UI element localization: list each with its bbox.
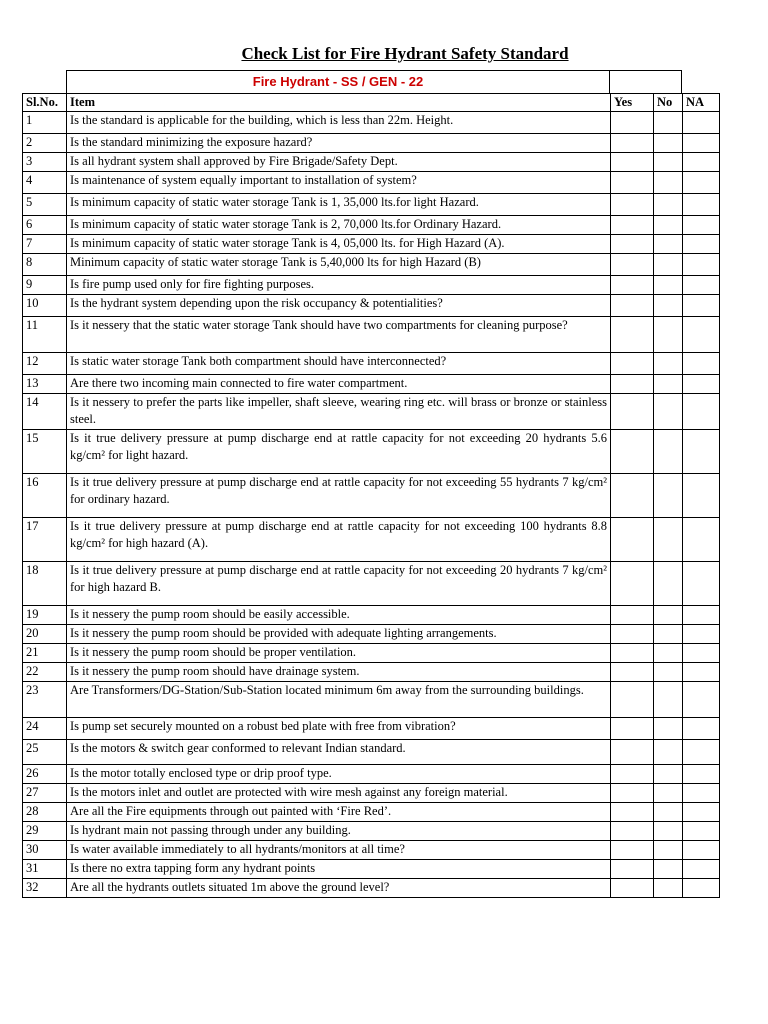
- table-row: [23, 682, 720, 718]
- answer-cell-yes[interactable]: [611, 625, 654, 644]
- answer-cell-no[interactable]: [654, 784, 683, 803]
- row-item: Is all hydrant system shall approved by Fire Brigade/Safety Dept.: [67, 153, 611, 172]
- row-number: 24: [23, 718, 67, 740]
- row-item: Is it nessery the pump room should be provided with adequate lighting arrangements.: [67, 625, 611, 644]
- answer-cell-no[interactable]: [654, 841, 683, 860]
- row-number: 23: [23, 682, 67, 718]
- row-item: Is it nessery the pump room should be easily accessible.: [67, 606, 611, 625]
- header-na: NA: [683, 94, 720, 112]
- row-number: 11: [23, 317, 67, 353]
- answer-cell-na[interactable]: [683, 718, 720, 740]
- row-item: Are there two incoming main connected to fire water compartment.: [67, 375, 611, 394]
- row-item: Is minimum capacity of static water storage Tank is 2, 70,000 lts.for Ordinary Hazard.: [67, 216, 611, 235]
- answer-cell-na[interactable]: [683, 134, 720, 153]
- answer-cell-no[interactable]: [654, 112, 683, 134]
- answer-cell-na[interactable]: [683, 295, 720, 317]
- row-number: 21: [23, 644, 67, 663]
- table-row: [23, 803, 720, 822]
- row-item: Is it true delivery pressure at pump discharge end at rattle capacity for not exceeding 20 hydrants 7 kg/cm² for high hazard B.: [67, 562, 611, 606]
- row-item: Is the hydrant system depending upon the risk occupancy & potentialities?: [67, 295, 611, 317]
- answer-cell-no[interactable]: [654, 172, 683, 194]
- header-yes: Yes: [611, 94, 654, 112]
- row-item: Is the motors inlet and outlet are protected with wire mesh against any foreign material.: [67, 784, 611, 803]
- table-row: [23, 606, 720, 625]
- table-row: [23, 295, 720, 317]
- answer-cell-no[interactable]: [654, 663, 683, 682]
- answer-cell-na[interactable]: [683, 682, 720, 718]
- answer-cell-na[interactable]: [683, 172, 720, 194]
- answer-cell-yes[interactable]: [611, 860, 654, 879]
- answer-cell-no[interactable]: [654, 518, 683, 562]
- row-number: 5: [23, 194, 67, 216]
- row-number: 32: [23, 879, 67, 898]
- row-number: 7: [23, 235, 67, 254]
- answer-cell-na[interactable]: [683, 740, 720, 765]
- answer-cell-na[interactable]: [683, 394, 720, 430]
- table-row: [23, 765, 720, 784]
- row-item: Is minimum capacity of static water storage Tank is 1, 35,000 lts.for light Hazard.: [67, 194, 611, 216]
- table-row: [23, 216, 720, 235]
- answer-cell-yes[interactable]: [611, 353, 654, 375]
- row-number: 8: [23, 254, 67, 276]
- row-number: 19: [23, 606, 67, 625]
- answer-cell-na[interactable]: [683, 644, 720, 663]
- row-number: 1: [23, 112, 67, 134]
- answer-cell-na[interactable]: [683, 625, 720, 644]
- answer-cell-na[interactable]: [683, 803, 720, 822]
- table-row: [23, 172, 720, 194]
- answer-cell-na[interactable]: [683, 112, 720, 134]
- answer-cell-no[interactable]: [654, 803, 683, 822]
- answer-cell-na[interactable]: [683, 353, 720, 375]
- answer-cell-yes[interactable]: [611, 216, 654, 235]
- row-item: Is hydrant main not passing through under any building.: [67, 822, 611, 841]
- table-row: [23, 430, 720, 474]
- answer-cell-na[interactable]: [683, 317, 720, 353]
- row-number: 13: [23, 375, 67, 394]
- table-row: [23, 860, 720, 879]
- header-row: [23, 94, 720, 112]
- answer-cell-na[interactable]: [683, 375, 720, 394]
- answer-cell-no[interactable]: [654, 235, 683, 254]
- answer-cell-no[interactable]: [654, 879, 683, 898]
- table-row: [23, 317, 720, 353]
- answer-cell-no[interactable]: [654, 317, 683, 353]
- row-item: Is the motors & switch gear conformed to relevant Indian standard.: [67, 740, 611, 765]
- answer-cell-yes[interactable]: [611, 194, 654, 216]
- answer-cell-yes[interactable]: [611, 317, 654, 353]
- answer-cell-na[interactable]: [683, 276, 720, 295]
- table-row: [23, 194, 720, 216]
- row-item: Is maintenance of system equally important to installation of system?: [67, 172, 611, 194]
- row-item: Is it true delivery pressure at pump discharge end at rattle capacity for not exceeding 55 hydrants 7 kg/cm² for ordinary hazard.: [67, 474, 611, 518]
- table-row: [23, 235, 720, 254]
- answer-cell-yes[interactable]: [611, 841, 654, 860]
- row-number: 28: [23, 803, 67, 822]
- answer-cell-na[interactable]: [683, 841, 720, 860]
- row-item: Is water available immediately to all hydrants/monitors at all time?: [67, 841, 611, 860]
- row-item: Is the standard minimizing the exposure hazard?: [67, 134, 611, 153]
- row-item: Is minimum capacity of static water storage Tank is 4, 05,000 lts. for High Hazard (A).: [67, 235, 611, 254]
- answer-cell-yes[interactable]: [611, 606, 654, 625]
- answer-cell-no[interactable]: [654, 295, 683, 317]
- table-row: [23, 394, 720, 430]
- row-item: Is pump set securely mounted on a robust bed plate with free from vibration?: [67, 718, 611, 740]
- table-row: [23, 375, 720, 394]
- table-row: [23, 562, 720, 606]
- row-number: 18: [23, 562, 67, 606]
- table-row: [23, 879, 720, 898]
- answer-cell-na[interactable]: [683, 663, 720, 682]
- row-item: Are Transformers/DG-Station/Sub-Station located minimum 6m away from the surrounding buildings.: [67, 682, 611, 718]
- subtitle-spacer: [610, 70, 682, 94]
- answer-cell-no[interactable]: [654, 153, 683, 172]
- answer-cell-yes[interactable]: [611, 276, 654, 295]
- answer-cell-yes[interactable]: [611, 430, 654, 474]
- answer-cell-no[interactable]: [654, 718, 683, 740]
- answer-cell-yes[interactable]: [611, 518, 654, 562]
- table-row: [23, 841, 720, 860]
- row-item: Is the motor totally enclosed type or drip proof type.: [67, 765, 611, 784]
- answer-cell-yes[interactable]: [611, 765, 654, 784]
- answer-cell-yes[interactable]: [611, 822, 654, 841]
- answer-cell-no[interactable]: [654, 375, 683, 394]
- table-row: [23, 276, 720, 295]
- answer-cell-yes[interactable]: [611, 172, 654, 194]
- answer-cell-na[interactable]: [683, 606, 720, 625]
- answer-cell-na[interactable]: [683, 562, 720, 606]
- answer-cell-na[interactable]: [683, 235, 720, 254]
- table-row: [23, 784, 720, 803]
- checklist-table: [22, 93, 720, 898]
- answer-cell-yes[interactable]: [611, 718, 654, 740]
- answer-cell-no[interactable]: [654, 353, 683, 375]
- table-row: [23, 474, 720, 518]
- row-item: Is it true delivery pressure at pump discharge end at rattle capacity for not exceeding 20 hydrants 5.6 kg/cm² for light hazard.: [67, 430, 611, 474]
- row-item: Is it nessery to prefer the parts like impeller, shaft sleeve, wearing ring etc. will brass or bronze or stainless steel.: [67, 394, 611, 430]
- answer-cell-yes[interactable]: [611, 784, 654, 803]
- header-no: No: [654, 94, 683, 112]
- answer-cell-na[interactable]: [683, 153, 720, 172]
- document-subtitle: Fire Hydrant - SS / GEN - 22: [66, 70, 610, 94]
- row-item: Is fire pump used only for fire fighting purposes.: [67, 276, 611, 295]
- answer-cell-no[interactable]: [654, 740, 683, 765]
- answer-cell-na[interactable]: [683, 822, 720, 841]
- answer-cell-na[interactable]: [683, 216, 720, 235]
- answer-cell-no[interactable]: [654, 430, 683, 474]
- answer-cell-no[interactable]: [654, 682, 683, 718]
- row-number: 6: [23, 216, 67, 235]
- answer-cell-na[interactable]: [683, 518, 720, 562]
- row-item: Minimum capacity of static water storage Tank is 5,40,000 lts for high Hazard (B): [67, 254, 611, 276]
- answer-cell-yes[interactable]: [611, 663, 654, 682]
- row-item: Are all the Fire equipments through out painted with ‘Fire Red’.: [67, 803, 611, 822]
- row-number: 16: [23, 474, 67, 518]
- answer-cell-na[interactable]: [683, 879, 720, 898]
- answer-cell-yes[interactable]: [611, 375, 654, 394]
- answer-cell-na[interactable]: [683, 474, 720, 518]
- row-number: 10: [23, 295, 67, 317]
- row-number: 12: [23, 353, 67, 375]
- row-item: Is it true delivery pressure at pump discharge end at rattle capacity for not exceeding 100 hydrants 8.8 kg/cm² for high hazard (A).: [67, 518, 611, 562]
- answer-cell-na[interactable]: [683, 765, 720, 784]
- row-item: Are all the hydrants outlets situated 1m above the ground level?: [67, 879, 611, 898]
- answer-cell-no[interactable]: [654, 644, 683, 663]
- row-number: 27: [23, 784, 67, 803]
- answer-cell-yes[interactable]: [611, 112, 654, 134]
- row-item: Is it nessery the pump room should have drainage system.: [67, 663, 611, 682]
- answer-cell-yes[interactable]: [611, 295, 654, 317]
- answer-cell-na[interactable]: [683, 254, 720, 276]
- answer-cell-yes[interactable]: [611, 474, 654, 518]
- answer-cell-no[interactable]: [654, 394, 683, 430]
- answer-cell-no[interactable]: [654, 276, 683, 295]
- row-number: 3: [23, 153, 67, 172]
- answer-cell-yes[interactable]: [611, 134, 654, 153]
- header-sl-no: Sl.No.: [23, 94, 67, 112]
- answer-cell-no[interactable]: [654, 606, 683, 625]
- row-number: 30: [23, 841, 67, 860]
- answer-cell-no[interactable]: [654, 134, 683, 153]
- answer-cell-yes[interactable]: [611, 879, 654, 898]
- row-number: 15: [23, 430, 67, 474]
- row-number: 26: [23, 765, 67, 784]
- row-number: 9: [23, 276, 67, 295]
- table-row: [23, 625, 720, 644]
- table-row: [23, 518, 720, 562]
- answer-cell-no[interactable]: [654, 765, 683, 784]
- answer-cell-yes[interactable]: [611, 562, 654, 606]
- table-row: [23, 740, 720, 765]
- row-number: 14: [23, 394, 67, 430]
- table-row: [23, 822, 720, 841]
- answer-cell-na[interactable]: [683, 860, 720, 879]
- row-number: 25: [23, 740, 67, 765]
- answer-cell-no[interactable]: [654, 216, 683, 235]
- answer-cell-no[interactable]: [654, 474, 683, 518]
- row-number: 20: [23, 625, 67, 644]
- answer-cell-no[interactable]: [654, 194, 683, 216]
- answer-cell-yes[interactable]: [611, 682, 654, 718]
- answer-cell-yes[interactable]: [611, 740, 654, 765]
- row-number: 29: [23, 822, 67, 841]
- table-row: [23, 663, 720, 682]
- row-number: 22: [23, 663, 67, 682]
- row-item: Is it nessery that the static water storage Tank should have two compartments for cleaning purpose?: [67, 317, 611, 353]
- table-row: [23, 112, 720, 134]
- row-item: Is the standard is applicable for the building, which is less than 22m. Height.: [67, 112, 611, 134]
- answer-cell-yes[interactable]: [611, 235, 654, 254]
- row-item: Is it nessery the pump room should be proper ventilation.: [67, 644, 611, 663]
- document-title: Check List for Fire Hydrant Safety Standard: [241, 44, 569, 63]
- answer-cell-yes[interactable]: [611, 254, 654, 276]
- row-item: Is there no extra tapping form any hydrant points: [67, 860, 611, 879]
- answer-cell-na[interactable]: [683, 784, 720, 803]
- table-row: [23, 153, 720, 172]
- answer-cell-no[interactable]: [654, 822, 683, 841]
- answer-cell-na[interactable]: [683, 430, 720, 474]
- answer-cell-no[interactable]: [654, 562, 683, 606]
- answer-cell-yes[interactable]: [611, 394, 654, 430]
- answer-cell-no[interactable]: [654, 860, 683, 879]
- row-number: 31: [23, 860, 67, 879]
- row-number: 17: [23, 518, 67, 562]
- checklist-body: [23, 112, 720, 898]
- answer-cell-yes[interactable]: [611, 803, 654, 822]
- table-row: [23, 254, 720, 276]
- table-row: [23, 644, 720, 663]
- answer-cell-no[interactable]: [654, 625, 683, 644]
- table-row: [23, 353, 720, 375]
- header-item: Item: [67, 94, 611, 112]
- row-number: 4: [23, 172, 67, 194]
- answer-cell-yes[interactable]: [611, 644, 654, 663]
- answer-cell-yes[interactable]: [611, 153, 654, 172]
- table-row: [23, 134, 720, 153]
- answer-cell-na[interactable]: [683, 194, 720, 216]
- answer-cell-no[interactable]: [654, 254, 683, 276]
- table-row: [23, 718, 720, 740]
- row-item: Is static water storage Tank both compartment should have interconnected?: [67, 353, 611, 375]
- row-number: 2: [23, 134, 67, 153]
